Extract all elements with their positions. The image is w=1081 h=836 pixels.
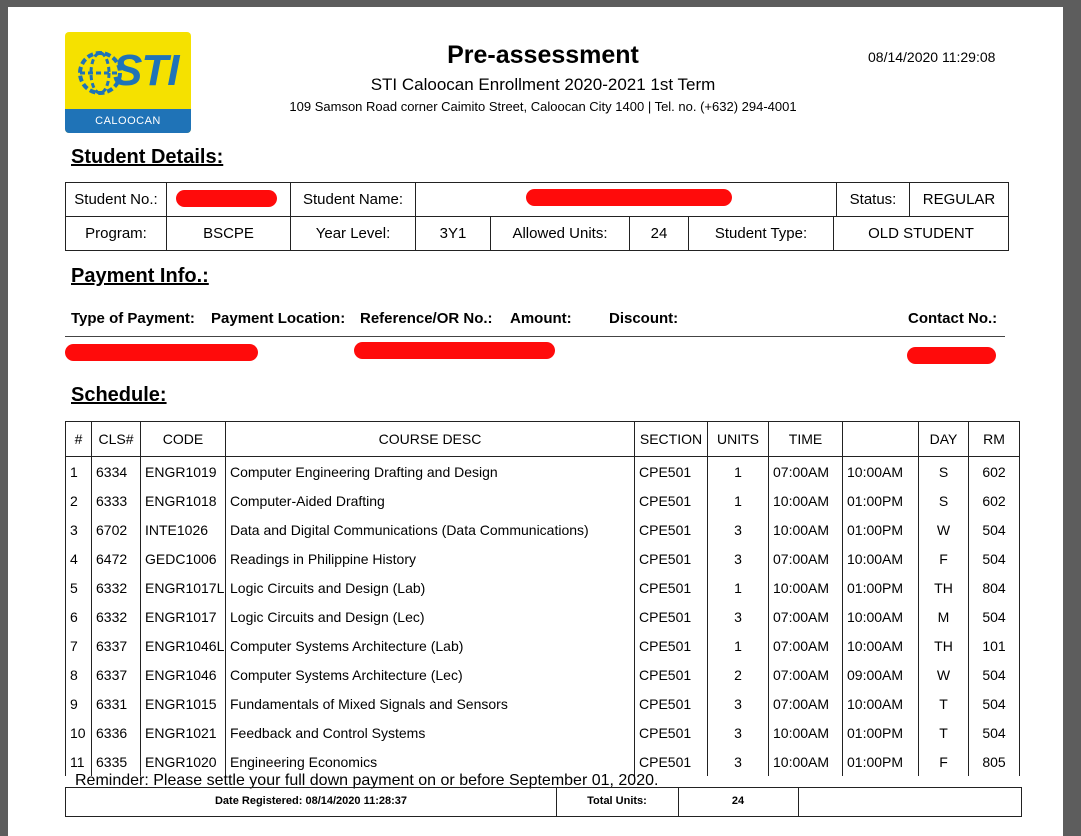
cell-time-end: 01:00PM — [843, 486, 919, 515]
col-code: CODE — [141, 422, 226, 457]
cell-units: 3 — [708, 718, 769, 747]
cell-index: 6 — [66, 602, 92, 631]
redaction-student-name — [526, 189, 732, 206]
schedule-table — [65, 421, 1020, 776]
cell-index: 8 — [66, 660, 92, 689]
cell-code: ENGR1020 — [141, 747, 226, 776]
total-units-label: Total Units: — [587, 795, 647, 807]
cell-index: 9 — [66, 689, 92, 718]
cell-units: 3 — [708, 544, 769, 573]
student-program-table — [65, 216, 1009, 251]
cell-day: F — [919, 544, 969, 573]
discount-label: Discount: — [609, 310, 679, 327]
col-cls: CLS# — [92, 422, 141, 457]
cell-section: CPE501 — [635, 689, 708, 718]
status-value: REGULAR — [910, 183, 1009, 217]
cell-section: CPE501 — [635, 660, 708, 689]
cell-course-desc: Computer-Aided Drafting — [226, 486, 635, 515]
payment-location-label: Payment Location: — [211, 310, 346, 327]
table-row — [66, 515, 1020, 544]
cell-section: CPE501 — [635, 631, 708, 660]
table-row — [66, 718, 1020, 747]
cell-index: 7 — [66, 631, 92, 660]
reference-no-label: Reference/OR No.: — [360, 310, 493, 327]
cell-time-start: 10:00AM — [769, 718, 843, 747]
cell-time-start: 07:00AM — [769, 631, 843, 660]
schedule-heading: Schedule: — [71, 384, 167, 406]
cell-day: T — [919, 718, 969, 747]
amount-label: Amount: — [510, 310, 572, 327]
cell-code: ENGR1019 — [141, 457, 226, 487]
cell-course-desc: Logic Circuits and Design (Lab) — [226, 573, 635, 602]
cell-time-start: 07:00AM — [769, 660, 843, 689]
cell-section: CPE501 — [635, 515, 708, 544]
cell-code: ENGR1018 — [141, 486, 226, 515]
cell-course-desc: Engineering Economics — [226, 747, 635, 776]
cell-units: 1 — [708, 573, 769, 602]
cell-time-end: 01:00PM — [843, 747, 919, 776]
cell-cls: 6472 — [92, 544, 141, 573]
table-row — [66, 631, 1020, 660]
year-level-value: 3Y1 — [416, 217, 491, 251]
cell-time-start: 07:00AM — [769, 602, 843, 631]
cell-cls: 6336 — [92, 718, 141, 747]
col-course-desc: COURSE DESC — [226, 422, 635, 457]
program-value: BSCPE — [167, 217, 291, 251]
cell-units: 3 — [708, 602, 769, 631]
cell-time-start: 10:00AM — [769, 747, 843, 776]
cell-day: T — [919, 689, 969, 718]
cell-units: 2 — [708, 660, 769, 689]
payment-info-heading: Payment Info.: — [71, 265, 209, 287]
cell-time-end: 10:00AM — [843, 544, 919, 573]
cell-cls: 6337 — [92, 631, 141, 660]
cell-day: S — [919, 457, 969, 487]
date-registered: Date Registered: 08/14/2020 11:28:37 — [214, 795, 407, 807]
cell-cls: 6331 — [92, 689, 141, 718]
col-units: UNITS — [708, 422, 769, 457]
logo-campus: CALOOCAN — [65, 109, 191, 133]
cell-course-desc: Readings in Philippine History — [226, 544, 635, 573]
cell-day: W — [919, 660, 969, 689]
cell-course-desc: Computer Engineering Drafting and Design — [226, 457, 635, 487]
cell-index: 5 — [66, 573, 92, 602]
cell-code: ENGR1017 — [141, 602, 226, 631]
student-type-value: OLD STUDENT — [834, 217, 1009, 251]
cell-time-end: 10:00AM — [843, 689, 919, 718]
school-address: 109 Samson Road corner Caimito Street, Caloocan City 1400 | Tel. no. (+632) 294-4001 — [289, 99, 797, 114]
cell-room: 602 — [969, 457, 1020, 487]
col-room: RM — [969, 422, 1020, 457]
status-label: Status: — [837, 183, 910, 217]
col-time-start: TIME — [769, 422, 843, 457]
cell-code: ENGR1046L — [141, 631, 226, 660]
cell-day: TH — [919, 573, 969, 602]
allowed-units-label: Allowed Units: — [491, 217, 630, 251]
page-title: Pre-assessment — [447, 41, 639, 69]
schedule-body — [66, 457, 1020, 777]
cell-time-end: 01:00PM — [843, 515, 919, 544]
col-day: DAY — [919, 422, 969, 457]
cell-index: 11 — [66, 747, 92, 776]
document-page — [8, 7, 1063, 836]
redaction-reference — [354, 342, 555, 359]
sti-logo — [65, 32, 191, 133]
cell-units: 3 — [708, 747, 769, 776]
cell-code: ENGR1046 — [141, 660, 226, 689]
redaction-student-no — [176, 190, 277, 207]
cell-room: 504 — [969, 718, 1020, 747]
cell-room: 504 — [969, 689, 1020, 718]
col-index: # — [66, 422, 92, 457]
cell-units: 1 — [708, 486, 769, 515]
cell-course-desc: Computer Systems Architecture (Lec) — [226, 660, 635, 689]
cell-units: 1 — [708, 631, 769, 660]
program-label: Program: — [66, 217, 167, 251]
cell-day: F — [919, 747, 969, 776]
table-row — [66, 573, 1020, 602]
table-row — [66, 457, 1020, 487]
cell-time-end: 01:00PM — [843, 718, 919, 747]
cell-time-start: 10:00AM — [769, 515, 843, 544]
cell-time-end: 10:00AM — [843, 602, 919, 631]
cell-day: M — [919, 602, 969, 631]
cell-course-desc: Fundamentals of Mixed Signals and Sensors — [226, 689, 635, 718]
student-details-heading: Student Details: — [71, 146, 224, 168]
cell-time-end: 10:00AM — [843, 457, 919, 487]
cell-section: CPE501 — [635, 486, 708, 515]
cell-index: 4 — [66, 544, 92, 573]
student-no-label: Student No.: — [66, 183, 167, 217]
cell-cls: 6333 — [92, 486, 141, 515]
registration-footer — [65, 787, 1022, 817]
cell-time-end: 10:00AM — [843, 631, 919, 660]
cell-room: 504 — [969, 544, 1020, 573]
cell-index: 3 — [66, 515, 92, 544]
cell-section: CPE501 — [635, 573, 708, 602]
table-row — [66, 486, 1020, 515]
cell-room: 504 — [969, 660, 1020, 689]
cell-section: CPE501 — [635, 544, 708, 573]
cell-section: CPE501 — [635, 747, 708, 776]
cell-cls: 6702 — [92, 515, 141, 544]
redaction-contact — [907, 347, 996, 364]
cell-course-desc: Data and Digital Communications (Data Communications) — [226, 515, 635, 544]
cell-room: 602 — [969, 486, 1020, 515]
year-level-label: Year Level: — [291, 217, 416, 251]
cell-time-start: 07:00AM — [769, 689, 843, 718]
cell-index: 1 — [66, 457, 92, 487]
cell-cls: 6337 — [92, 660, 141, 689]
redaction-payment-type — [65, 344, 258, 361]
table-row — [66, 544, 1020, 573]
cell-time-start: 10:00AM — [769, 486, 843, 515]
cell-section: CPE501 — [635, 718, 708, 747]
cell-room: 804 — [969, 573, 1020, 602]
cell-cls: 6332 — [92, 602, 141, 631]
cell-code: ENGR1015 — [141, 689, 226, 718]
cell-code: GEDC1006 — [141, 544, 226, 573]
cell-cls: 6334 — [92, 457, 141, 487]
col-time-end — [843, 422, 919, 457]
cell-units: 1 — [708, 457, 769, 487]
contact-no-label: Contact No.: — [908, 310, 998, 327]
cell-code: ENGR1021 — [141, 718, 226, 747]
cell-course-desc: Feedback and Control Systems — [226, 718, 635, 747]
cell-time-start: 07:00AM — [769, 544, 843, 573]
cell-room: 101 — [969, 631, 1020, 660]
cell-section: CPE501 — [635, 457, 708, 487]
cell-cls: 6335 — [92, 747, 141, 776]
table-row — [66, 689, 1020, 718]
total-units-value: 24 — [731, 795, 745, 807]
logo-word: STI — [113, 46, 179, 95]
cell-course-desc: Computer Systems Architecture (Lab) — [226, 631, 635, 660]
cell-room: 504 — [969, 515, 1020, 544]
page-subtitle: STI Caloocan Enrollment 2020-2021 1st Term — [370, 75, 716, 94]
table-row — [66, 660, 1020, 689]
print-timestamp: 08/14/2020 11:29:08 — [868, 49, 996, 65]
cell-cls: 6332 — [92, 573, 141, 602]
cell-day: TH — [919, 631, 969, 660]
footer-divider — [798, 788, 799, 816]
cell-room: 805 — [969, 747, 1020, 776]
cell-time-start: 07:00AM — [769, 457, 843, 487]
cell-index: 2 — [66, 486, 92, 515]
cell-time-start: 10:00AM — [769, 573, 843, 602]
cell-units: 3 — [708, 515, 769, 544]
cell-day: S — [919, 486, 969, 515]
cell-units: 3 — [708, 689, 769, 718]
cell-section: CPE501 — [635, 602, 708, 631]
type-of-payment-label: Type of Payment: — [71, 310, 195, 327]
student-name-label: Student Name: — [291, 183, 416, 217]
cell-time-end: 01:00PM — [843, 573, 919, 602]
payment-reminder: Reminder: Please settle your full down payment on or before September 01, 2020. — [75, 772, 659, 789]
cell-code: INTE1026 — [141, 515, 226, 544]
payment-divider — [65, 336, 1005, 337]
cell-day: W — [919, 515, 969, 544]
cell-time-end: 09:00AM — [843, 660, 919, 689]
cell-code: ENGR1017L — [141, 573, 226, 602]
cell-course-desc: Logic Circuits and Design (Lec) — [226, 602, 635, 631]
cell-index: 10 — [66, 718, 92, 747]
cell-room: 504 — [969, 602, 1020, 631]
student-type-label: Student Type: — [689, 217, 834, 251]
allowed-units-value: 24 — [630, 217, 689, 251]
col-section: SECTION — [635, 422, 708, 457]
schedule-header-row — [66, 422, 1020, 457]
table-row — [66, 602, 1020, 631]
